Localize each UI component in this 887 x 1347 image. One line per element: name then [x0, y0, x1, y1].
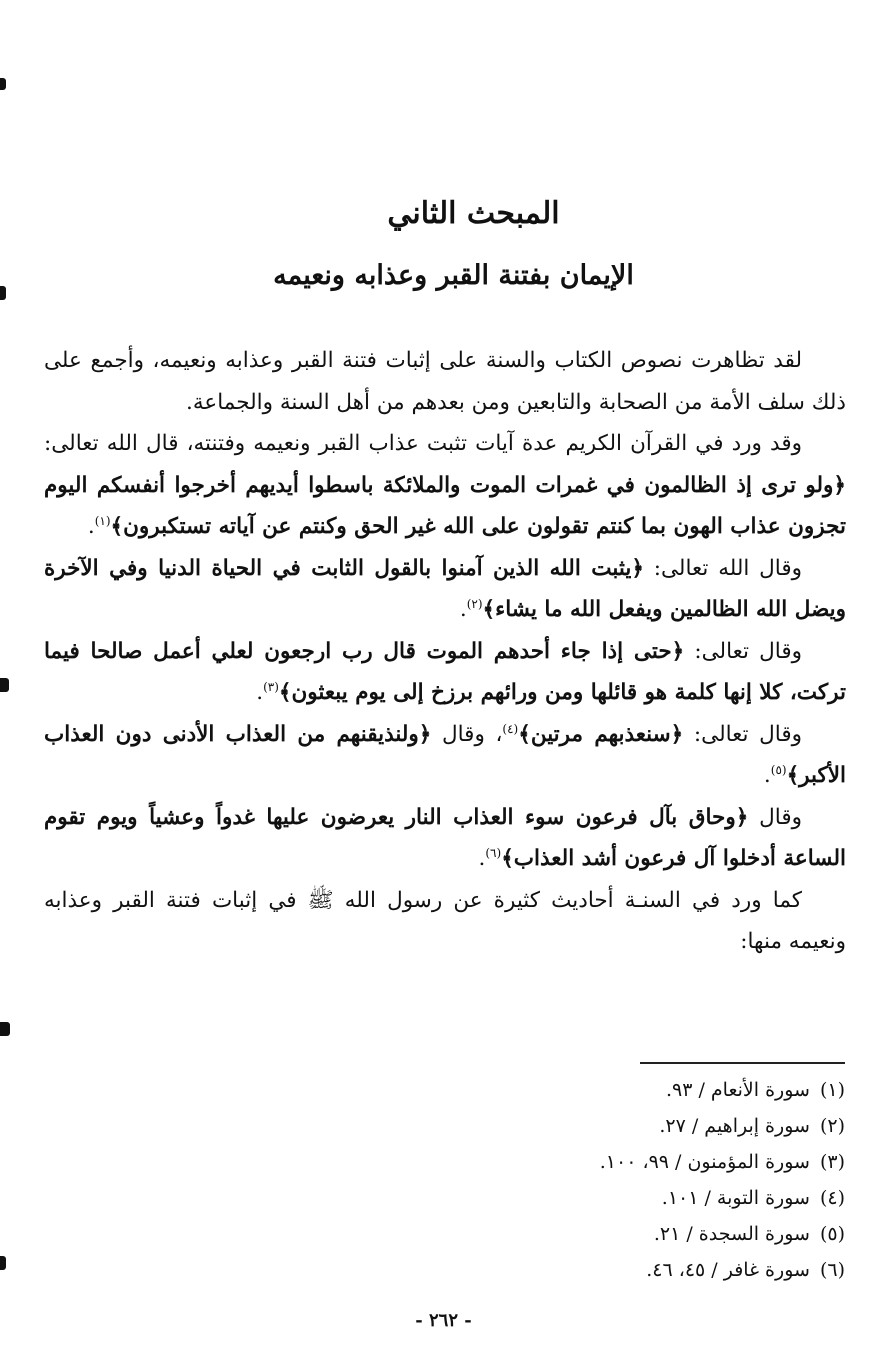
punctuation: . [459, 597, 467, 622]
footnote-item [245, 1108, 845, 1144]
paragraph-text: كما ورد في السنـة أحاديث كثيرة عن رسول الله ﷺ في إثبات فتنة القبر وعذابه ونعيمه منها: [44, 887, 846, 954]
paragraph-text: وقد ورد في القرآن الكريم عدة آيات تثبت عذاب القبر ونعيمه وفتنته، قال الله تعالى: [44, 431, 802, 456]
punctuation: . [763, 763, 771, 788]
footnote-item [245, 1144, 845, 1180]
quran-verse: ﴿حتى إذا جاء أحدهم الموت قال رب ارجعون لعلي أعمل صالحا فيما تركت، كلا إنها كلمة هو قائلها ومن ورائهم برزخ إلى يوم يبعثون﴾ [44, 638, 846, 705]
paragraph-text: لقد تظاهرت نصوص الكتاب والسنة على إثبات فتنة القبر وعذابه ونعيمه، وأجمع على ذلك سلف الأمة من الصحابة والتابعين ومن بعدهم من أهل السنة والجماعة. [44, 348, 846, 415]
footnote-text: سورة إبراهيم / ٢٧. [659, 1115, 810, 1137]
paragraph [44, 880, 846, 963]
scan-edge-mark [0, 1256, 6, 1270]
paragraph [44, 797, 846, 880]
paragraph-text: وقال تعالى: [684, 638, 802, 664]
footnote-ref[interactable]: (٦) [485, 845, 502, 860]
paragraph-text: وقال [748, 804, 802, 830]
quran-verse: ﴿ولو ترى إذ الظالمون في غمرات الموت والملائكة باسطوا أيديهم أخرجوا أنفسكم اليوم تجزون عذاب الهون بما كنتم تقولون على الله غير الحق وكنتم عن آياته تستكبرون﴾ [44, 472, 846, 539]
footnotes [245, 1072, 845, 1288]
footnote-ref[interactable]: (٢) [466, 596, 483, 611]
paragraph-text: وقال تعالى: [683, 721, 802, 747]
footnote-number: (٣) [819, 1151, 845, 1173]
scan-edge-mark [0, 1022, 10, 1036]
punctuation: . [256, 680, 264, 705]
footnote-text: سورة غافر / ٤٥، ٤٦. [646, 1259, 810, 1281]
paragraph [44, 631, 846, 714]
footnote-number: (١) [819, 1079, 845, 1101]
footnote-number: (٦) [819, 1259, 845, 1281]
scan-edge-mark [0, 78, 6, 90]
quran-verse: ﴿يثبت الله الذين آمنوا بالقول الثابت في الحياة الدنيا وفي الآخرة ويضل الله الظالمين ويفعل الله ما يشاء﴾ [44, 555, 846, 622]
footnote-divider [640, 1062, 845, 1064]
quran-verse: ﴿ولنذيقنهم من العذاب الأدنى دون العذاب الأكبر﴾ [44, 721, 846, 788]
footnote-text: سورة السجدة / ٢١. [653, 1223, 810, 1245]
paragraph-text: ، وقال [431, 721, 503, 747]
footnote-item [245, 1252, 845, 1288]
quran-verse: ﴿وحاق بآل فرعون سوء العذاب النار يعرضون عليها غدواً وعشياً ويوم تقوم الساعة أدخلوا آل فرعون أشد العذاب﴾ [44, 804, 846, 871]
paragraph [44, 423, 846, 548]
footnote-ref[interactable]: (٥) [770, 762, 787, 777]
footnote-text: سورة التوبة / ١٠١. [661, 1187, 810, 1209]
footnote-text: سورة الأنعام / ٩٣. [665, 1079, 810, 1101]
footnote-ref[interactable]: (١) [94, 513, 111, 528]
footnote-number: (٤) [819, 1187, 845, 1209]
section-subtitle: الإيمان بفتنة القبر وعذابه ونعيمه [273, 260, 634, 291]
paragraph-text: وقال الله تعالى: [643, 555, 802, 581]
scan-edge-mark [0, 678, 9, 692]
punctuation: . [87, 514, 95, 539]
paragraph [44, 340, 846, 423]
footnote-number: (٢) [819, 1115, 845, 1137]
footnote-number: (٥) [819, 1223, 845, 1245]
page-number: - ٢٦٢ - [415, 1310, 472, 1331]
footnote-item [245, 1180, 845, 1216]
footnote-text: سورة المؤمنون / ٩٩، ١٠٠. [599, 1151, 810, 1173]
paragraph [44, 714, 846, 797]
section-title: المبحث الثاني [387, 196, 560, 231]
footnote-ref[interactable]: (٤) [502, 721, 519, 736]
paragraph [44, 548, 846, 631]
footnote-ref[interactable]: (٣) [263, 679, 279, 694]
footnote-item [245, 1216, 845, 1252]
main-text [44, 340, 846, 963]
footnote-item [245, 1072, 845, 1108]
quran-verse: ﴿سنعذبهم مرتين﴾ [518, 721, 684, 747]
punctuation: . [478, 846, 486, 871]
